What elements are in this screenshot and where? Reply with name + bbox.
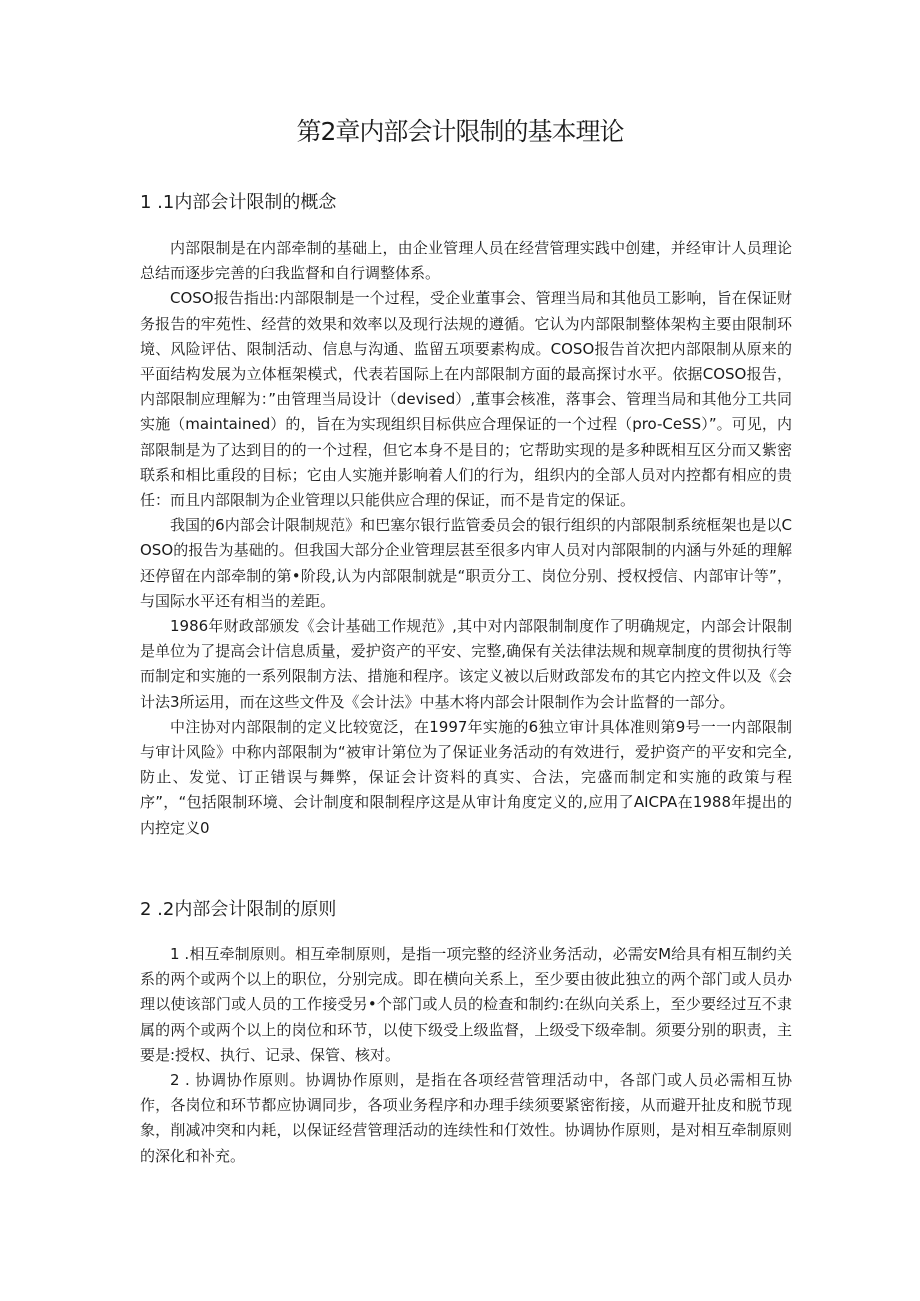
paragraph: 中注协对内部限制的定义比较宽泛，在1997年实施的6独立审计具体准则第9号一一内部限制与审计风险》中称内部限制为“被审计第位为了保证业务活动的有效进行，爱护资产的平安和完全,防止、发觉、订正错误与舞弊，保证会计资料的真实、合法，完盛而制定和实施的政策与程序”，“包括限制环境、会计制度和限制程序这是从审计角度定义的,应用了AICPA在1988年提出的内控定义0 — [140, 717, 792, 837]
paragraph: 我国的6内部会计限制规范》和巴塞尔银行监管委员会的银行组织的内部限制系统框架也是以COSO的报告为基础的。但我国大部分企业管理层甚至很多内审人员对内部限制的内涵与外延的理解还停留在内部牵制的第•阶段,认为内部限制就是“职贡分工、岗位分别、授权授信、内部审计等”，与国际水平还有相当的差距。 — [140, 516, 792, 610]
section-title-1-1: 1 .1内部会计限制的概念 — [140, 192, 337, 213]
paragraph: 2 . 协调协作原则。协调协作原则，是指在各项经营管理活动中，各部门或人员必需相互协作，各岗位和环节都应协调同步，各项业务程序和办理手续须要紧密衔接，从而避开扯皮和脱节现象，削减冲突和内耗，以保证经营管理活动的连续性和仃效性。协调协作原则，是对相互牵制原则的深化和补充。 — [140, 1071, 792, 1165]
chapter-title: 第2章内部会计限制的基本理论 — [296, 117, 624, 146]
paragraph: 1 .相互牵制原则。相互牵制原则，是指一项完整的经济业务活动，必需安M给具有相互制约关系的两个或两个以上的职位，分别完成。即在横向关系上，至少要由彼此独立的两个部门或人员办理以使该部门或人员的工作接受另•个部门或人员的检查和制约:在纵向关系上，至少要经过互不隶属的两个或两个以上的岗位和环节，以使下级受上级监督，上级受下级牵制。须要分别的职责，主要是:授权、执行、记录、保管、核对。 — [140, 945, 792, 1064]
paragraph: 内部限制是在内部牵制的基础上，由企业管理人员在经营管理实践中创建，并经审计人员理论总结而逐步完善的臼我监督和自行调整体系。 — [140, 239, 792, 283]
section-body-1-1 — [140, 236, 792, 841]
section-body-1-2 — [140, 942, 792, 1169]
section-title-1-2: 2 .2内部会计限制的原则 — [140, 899, 337, 920]
paragraph: COSO报告指出:内部限制是一个过程，受企业董事会、管理当局和其他员工影响，旨在保证财务报告的牢苑性、经营的效果和效率以及现行法规的遵循。它认为内部限制整体架构主要由限制环境、风险评估、限制活动、信息与沟通、监留五项要素构成。COSO报告首次把内部限制从原来的平面结构发展为立体框架模式，代表若国际上在内部限制方面的最高探讨水平。依据COSO报告，内部限制应理解为：”由管理当局设计（devised）,董事会核准，落事会、管理当局和其他分工共同实施（maintained）的，旨在为实现组织目标供应合理保证的一个过程（pro-CeSS）”。可见，内部限制是为了达到目的的一个过程，但它本身不是目的；它帮助实现的是多种既相互区分而又紫密联系和相比重段的目标；它由人实施并影响着人们的行为，组织内的全部人员对内控都有相应的贵任：而且内部限制为企业管理以只能供应合理的保证，而不是肯定的保证。 — [140, 289, 792, 510]
paragraph: 1986年财政部颁发《会计基础工作规范》,其中对内部限制制度作了明确规定，内部会计限制是单位为了提高会计信息质量，爱护资产的平安、完整,确保有关法律法规和规章制度的贯彻执行等而制定和实施的一系列限制方法、措施和程序。该定义被以后财政部发布的其它内控文件以及《会计法3所运用，而在这些文件及《会计法》中基木将内部会计限制作为会计监督的一部分。 — [140, 617, 792, 711]
